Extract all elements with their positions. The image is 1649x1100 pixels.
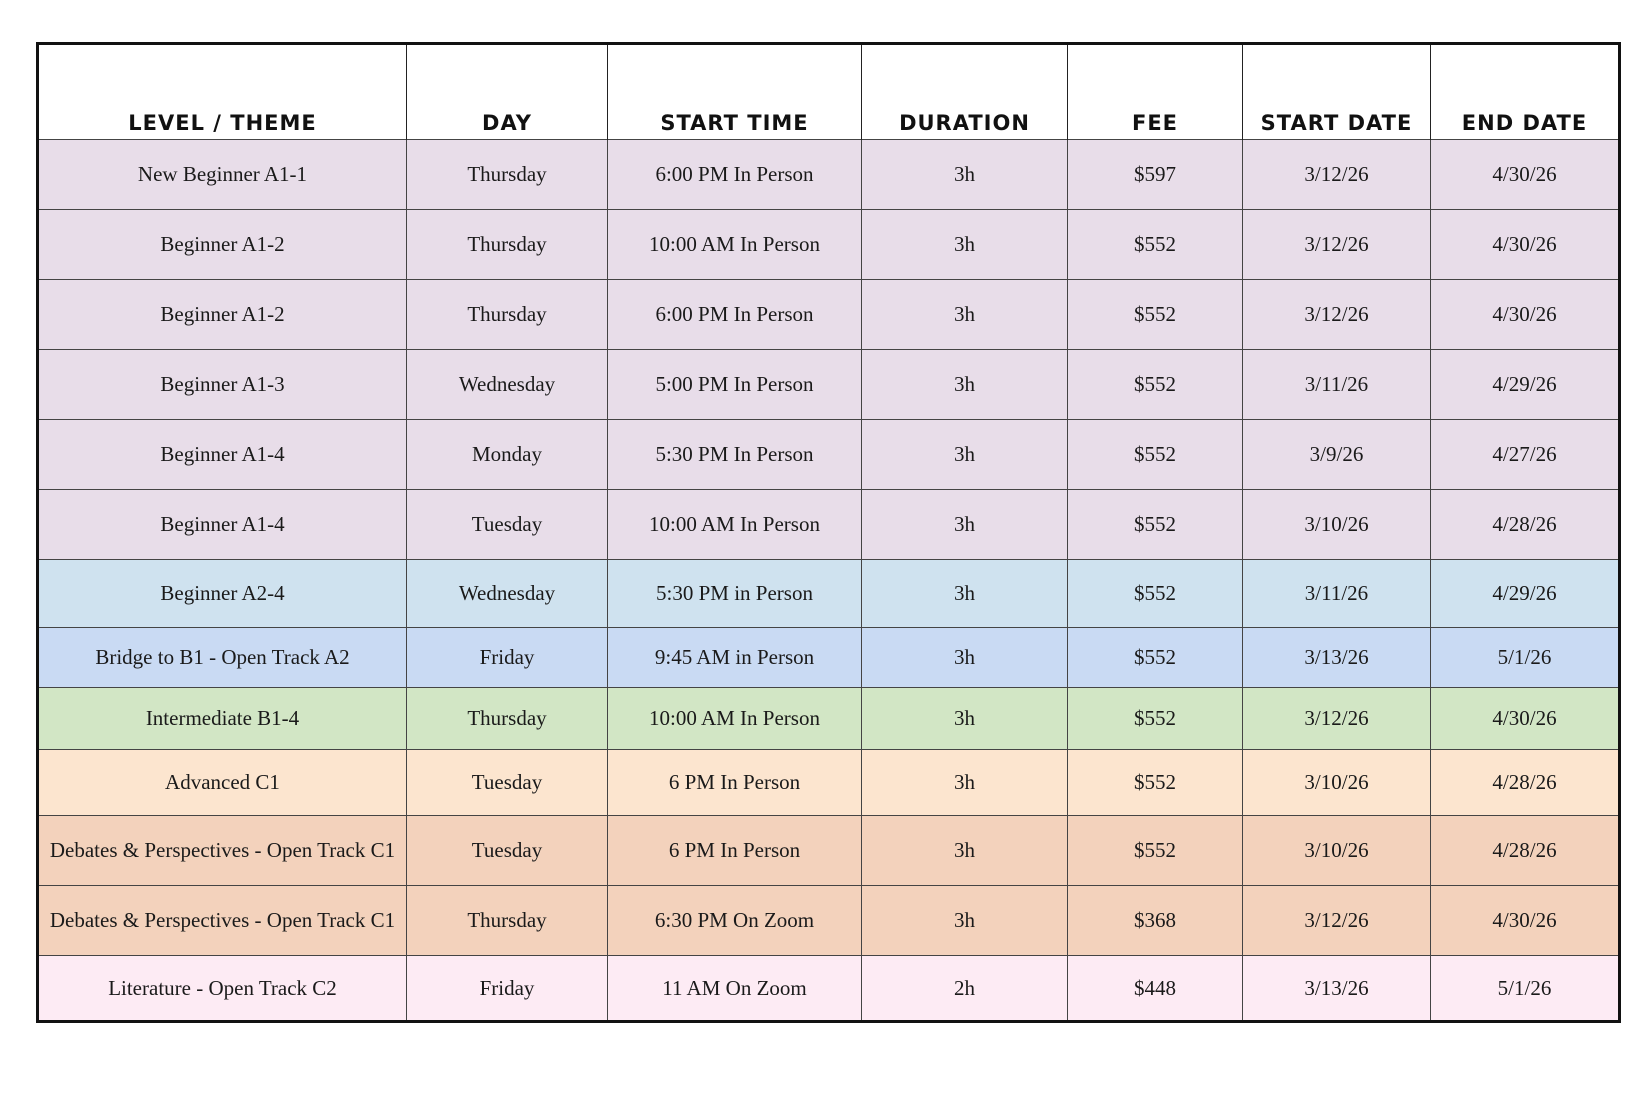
table-row bbox=[38, 210, 1620, 280]
class-schedule-table bbox=[36, 42, 1621, 1023]
cell-day: Friday bbox=[407, 628, 608, 688]
cell-end-date: 4/30/26 bbox=[1431, 688, 1620, 750]
cell-fee: $552 bbox=[1068, 628, 1243, 688]
cell-fee: $448 bbox=[1068, 956, 1243, 1022]
cell-duration: 3h bbox=[862, 750, 1068, 816]
cell-start-date: 3/13/26 bbox=[1243, 956, 1431, 1022]
cell-fee: $552 bbox=[1068, 280, 1243, 350]
cell-level-theme: Intermediate B1-4 bbox=[38, 688, 407, 750]
cell-fee: $552 bbox=[1068, 420, 1243, 490]
header-end-date: END DATE bbox=[1431, 44, 1620, 140]
table-body bbox=[38, 140, 1620, 1022]
cell-start-date: 3/12/26 bbox=[1243, 210, 1431, 280]
cell-level-theme: New Beginner A1-1 bbox=[38, 140, 407, 210]
cell-duration: 2h bbox=[862, 956, 1068, 1022]
cell-fee: $552 bbox=[1068, 688, 1243, 750]
table-header bbox=[38, 44, 1620, 140]
cell-start-date: 3/12/26 bbox=[1243, 886, 1431, 956]
cell-start-date: 3/12/26 bbox=[1243, 688, 1431, 750]
cell-start-date: 3/9/26 bbox=[1243, 420, 1431, 490]
cell-duration: 3h bbox=[862, 420, 1068, 490]
cell-day: Thursday bbox=[407, 886, 608, 956]
header-duration: DURATION bbox=[862, 44, 1068, 140]
cell-start-time: 10:00 AM In Person bbox=[608, 490, 862, 560]
cell-level-theme: Beginner A1-2 bbox=[38, 280, 407, 350]
table-row bbox=[38, 560, 1620, 628]
cell-duration: 3h bbox=[862, 688, 1068, 750]
header-level-theme: LEVEL / THEME bbox=[38, 44, 407, 140]
cell-end-date: 4/29/26 bbox=[1431, 560, 1620, 628]
header-row bbox=[38, 44, 1620, 140]
cell-start-time: 6:00 PM In Person bbox=[608, 140, 862, 210]
cell-start-time: 9:45 AM in Person bbox=[608, 628, 862, 688]
cell-duration: 3h bbox=[862, 350, 1068, 420]
cell-end-date: 4/30/26 bbox=[1431, 280, 1620, 350]
table-row bbox=[38, 420, 1620, 490]
cell-start-time: 6:00 PM In Person bbox=[608, 280, 862, 350]
table-row bbox=[38, 688, 1620, 750]
table-row bbox=[38, 628, 1620, 688]
table-row bbox=[38, 956, 1620, 1022]
cell-level-theme: Advanced C1 bbox=[38, 750, 407, 816]
cell-end-date: 4/30/26 bbox=[1431, 886, 1620, 956]
table-row bbox=[38, 490, 1620, 560]
cell-end-date: 4/28/26 bbox=[1431, 816, 1620, 886]
table-row bbox=[38, 750, 1620, 816]
cell-day: Friday bbox=[407, 956, 608, 1022]
cell-fee: $552 bbox=[1068, 560, 1243, 628]
table-row bbox=[38, 886, 1620, 956]
cell-fee: $368 bbox=[1068, 886, 1243, 956]
header-fee: FEE bbox=[1068, 44, 1243, 140]
cell-level-theme: Beginner A1-2 bbox=[38, 210, 407, 280]
cell-end-date: 4/30/26 bbox=[1431, 140, 1620, 210]
cell-start-date: 3/10/26 bbox=[1243, 750, 1431, 816]
cell-fee: $552 bbox=[1068, 816, 1243, 886]
cell-duration: 3h bbox=[862, 280, 1068, 350]
cell-level-theme: Beginner A1-3 bbox=[38, 350, 407, 420]
cell-level-theme: Bridge to B1 - Open Track A2 bbox=[38, 628, 407, 688]
cell-day: Tuesday bbox=[407, 816, 608, 886]
cell-end-date: 4/27/26 bbox=[1431, 420, 1620, 490]
cell-day: Thursday bbox=[407, 688, 608, 750]
cell-duration: 3h bbox=[862, 490, 1068, 560]
cell-duration: 3h bbox=[862, 140, 1068, 210]
cell-day: Tuesday bbox=[407, 490, 608, 560]
cell-end-date: 4/28/26 bbox=[1431, 490, 1620, 560]
cell-duration: 3h bbox=[862, 816, 1068, 886]
cell-level-theme: Beginner A1-4 bbox=[38, 420, 407, 490]
cell-start-time: 5:30 PM In Person bbox=[608, 420, 862, 490]
cell-day: Thursday bbox=[407, 280, 608, 350]
cell-level-theme: Beginner A1-4 bbox=[38, 490, 407, 560]
cell-day: Thursday bbox=[407, 140, 608, 210]
cell-fee: $552 bbox=[1068, 750, 1243, 816]
cell-level-theme: Literature - Open Track C2 bbox=[38, 956, 407, 1022]
cell-start-date: 3/12/26 bbox=[1243, 280, 1431, 350]
cell-start-time: 10:00 AM In Person bbox=[608, 210, 862, 280]
cell-duration: 3h bbox=[862, 560, 1068, 628]
cell-duration: 3h bbox=[862, 886, 1068, 956]
cell-fee: $597 bbox=[1068, 140, 1243, 210]
cell-level-theme: Beginner A2-4 bbox=[38, 560, 407, 628]
cell-fee: $552 bbox=[1068, 490, 1243, 560]
table-row bbox=[38, 140, 1620, 210]
cell-start-time: 5:30 PM in Person bbox=[608, 560, 862, 628]
header-start-date: START DATE bbox=[1243, 44, 1431, 140]
cell-end-date: 5/1/26 bbox=[1431, 956, 1620, 1022]
cell-level-theme: Debates & Perspectives - Open Track C1 bbox=[38, 816, 407, 886]
cell-start-date: 3/12/26 bbox=[1243, 140, 1431, 210]
cell-day: Monday bbox=[407, 420, 608, 490]
cell-start-date: 3/10/26 bbox=[1243, 490, 1431, 560]
cell-start-time: 10:00 AM In Person bbox=[608, 688, 862, 750]
header-day: DAY bbox=[407, 44, 608, 140]
cell-day: Wednesday bbox=[407, 350, 608, 420]
cell-duration: 3h bbox=[862, 628, 1068, 688]
cell-end-date: 5/1/26 bbox=[1431, 628, 1620, 688]
cell-start-time: 6 PM In Person bbox=[608, 816, 862, 886]
cell-day: Wednesday bbox=[407, 560, 608, 628]
cell-start-time: 11 AM On Zoom bbox=[608, 956, 862, 1022]
cell-fee: $552 bbox=[1068, 210, 1243, 280]
cell-end-date: 4/30/26 bbox=[1431, 210, 1620, 280]
cell-start-date: 3/11/26 bbox=[1243, 350, 1431, 420]
cell-start-date: 3/10/26 bbox=[1243, 816, 1431, 886]
cell-duration: 3h bbox=[862, 210, 1068, 280]
table-row bbox=[38, 816, 1620, 886]
cell-start-time: 5:00 PM In Person bbox=[608, 350, 862, 420]
cell-day: Tuesday bbox=[407, 750, 608, 816]
cell-start-time: 6 PM In Person bbox=[608, 750, 862, 816]
cell-end-date: 4/28/26 bbox=[1431, 750, 1620, 816]
cell-end-date: 4/29/26 bbox=[1431, 350, 1620, 420]
cell-fee: $552 bbox=[1068, 350, 1243, 420]
table-row bbox=[38, 350, 1620, 420]
header-start-time: START TIME bbox=[608, 44, 862, 140]
table-row bbox=[38, 280, 1620, 350]
cell-day: Thursday bbox=[407, 210, 608, 280]
cell-start-time: 6:30 PM On Zoom bbox=[608, 886, 862, 956]
cell-start-date: 3/13/26 bbox=[1243, 628, 1431, 688]
cell-level-theme: Debates & Perspectives - Open Track C1 bbox=[38, 886, 407, 956]
cell-start-date: 3/11/26 bbox=[1243, 560, 1431, 628]
